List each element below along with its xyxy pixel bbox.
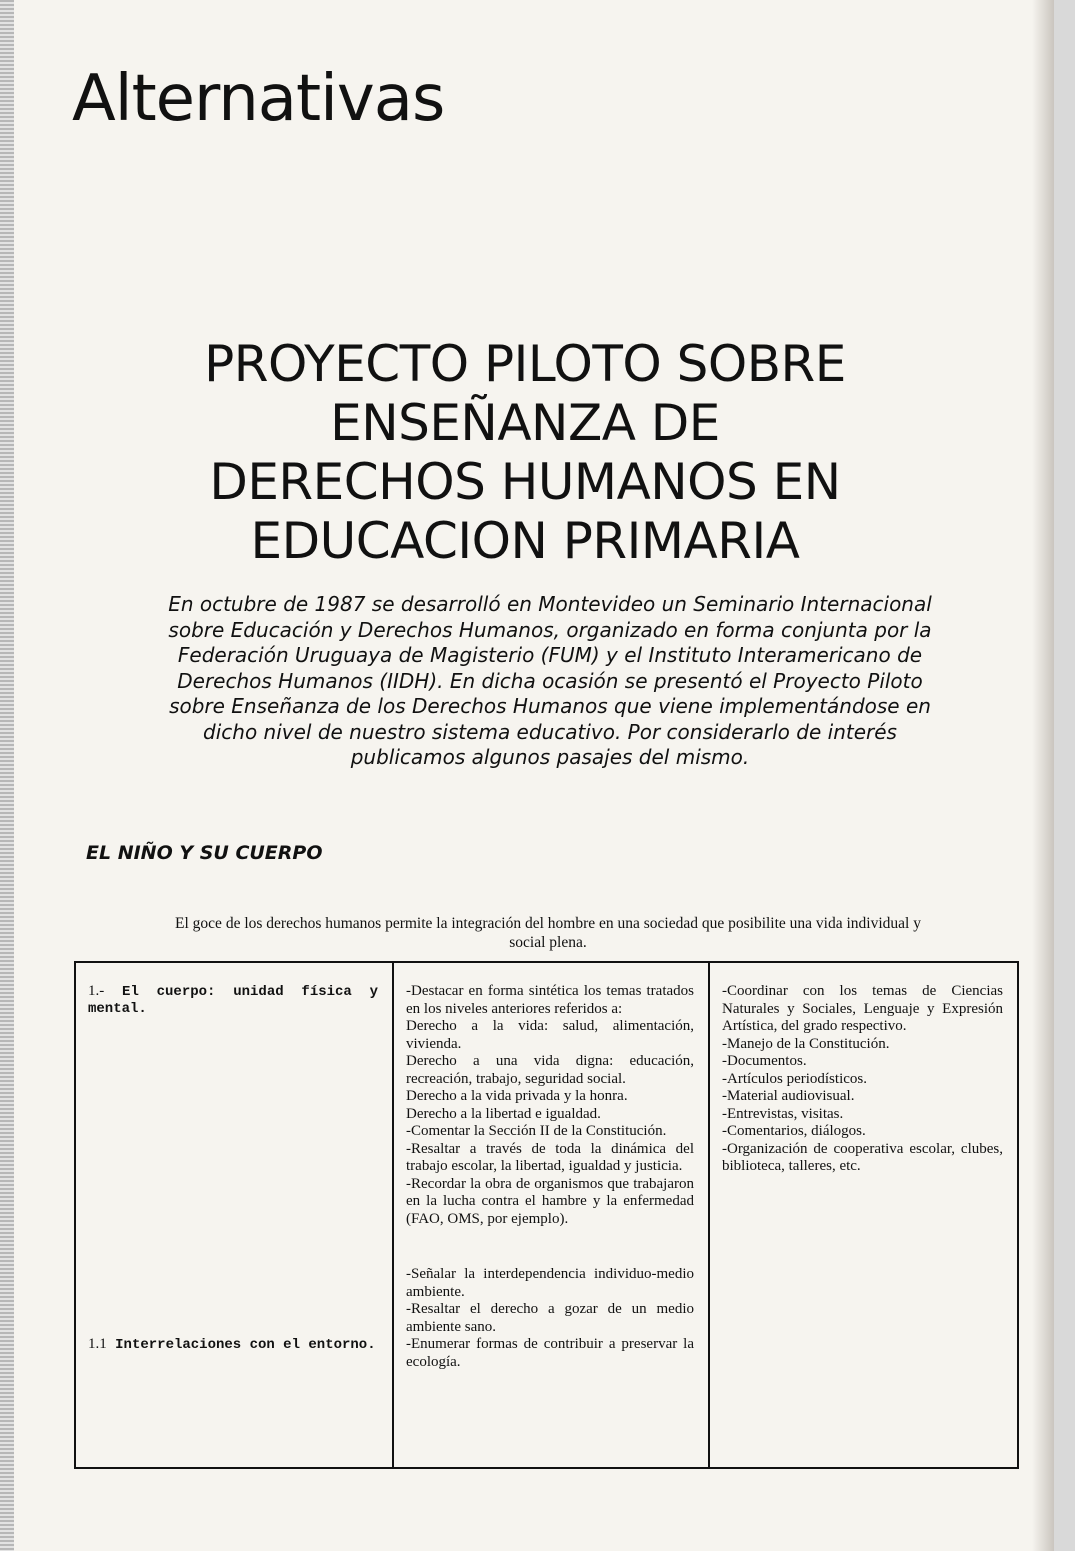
title-line: EDUCACION PRIMARIA [250, 512, 800, 570]
lead-paragraph [120, 592, 980, 771]
objective-item: -Destacar en forma sintética los temas tratados en los niveles anteriores referidos a: [406, 983, 694, 1017]
lead-line: Federación Uruguaya de Magisterio (FUM) y el Instituto Interamericano de [177, 643, 923, 667]
activity-item: -Artículos periodísticos. [722, 1070, 867, 1087]
topic-text: El cuerpo: unidad física y mental. [88, 984, 379, 1017]
topic-number: 1.1 [88, 1336, 107, 1352]
intro-line: El goce de los derechos humanos permite la integración del hombre en una sociedad que posibilite una vida individual y [175, 915, 921, 932]
spacer [88, 1018, 378, 1336]
activity-item: -Material audiovisual. [722, 1088, 855, 1104]
lead-line: En octubre de 1987 se desarrolló en Montevideo un Seminario Internacional [168, 592, 932, 616]
objective-item: -Señalar la interdependencia individuo-medio ambiente. [406, 1266, 694, 1300]
spacer [406, 1228, 694, 1266]
section-heading: Alternativas [72, 62, 445, 136]
objective-item: Derecho a la libertad e igualdad. [406, 1105, 601, 1122]
table-row [75, 962, 1018, 1468]
objective-item: -Enumerar formas de contribuir a preservar la ecología. [406, 1336, 694, 1370]
topic-item [88, 983, 378, 1018]
objective-item: -Comentar la Sección II de la Constitución. [406, 1123, 667, 1139]
activity-item: -Documentos. [722, 1053, 807, 1069]
title-line: PROYECTO PILOTO SOBRE [204, 335, 846, 393]
binding-edge [0, 0, 14, 1551]
lead-line: sobre Enseñanza de los Derechos Humanos que viene implementándose en [169, 694, 931, 718]
lead-line: sobre Educación y Derechos Humanos, organizado en forma conjunta por la [168, 617, 932, 642]
objective-item: Derecho a la vida: salud, alimentación, vivienda. [406, 1018, 694, 1052]
topic-item [88, 1336, 378, 1354]
objective-item: -Recordar la obra de organismos que trabajaron en la lucha contra el hambre y la enfermedad (FAO, OMS, por ejemplo). [406, 1175, 694, 1227]
objective-item: -Resaltar el derecho a gozar de un medio ambiente sano. [406, 1301, 694, 1335]
activity-item: -Comentarios, diálogos. [722, 1123, 866, 1139]
intro-line: social plena. [509, 934, 587, 951]
subsection-heading: EL NIÑO Y SU CUERPO [86, 842, 323, 864]
lead-line: publicamos algunos pasajes del mismo. [350, 745, 750, 769]
curriculum-table [74, 961, 1019, 1469]
activities-column [709, 962, 1018, 1468]
title-line: ENSEÑANZA DE [330, 394, 720, 452]
topics-column [75, 962, 393, 1468]
intro-statement [108, 914, 988, 952]
topic-text: Interrelaciones con el entorno. [115, 1337, 376, 1353]
objective-item: Derecho a la vida privada y la honra. [406, 1088, 628, 1104]
title-line: DERECHOS HUMANOS EN [209, 453, 841, 511]
page-shadow [1032, 0, 1054, 1551]
activity-item: -Entrevistas, visitas. [722, 1105, 844, 1122]
activity-item: -Coordinar con los temas de Ciencias Naturales y Sociales, Lenguaje y Expresión Artística, del grado respectivo. [722, 983, 1003, 1034]
article-title [150, 335, 900, 571]
objectives-column [393, 962, 709, 1468]
lead-line: dicho nivel de nuestro sistema educativo. Por considerarlo de interés [203, 719, 897, 744]
topic-number: 1.- [88, 983, 105, 999]
lead-line: Derechos Humanos (IIDH). En dicha ocasión se presentó el Proyecto Piloto [177, 668, 923, 693]
objective-item: -Resaltar a través de toda la dinámica del trabajo escolar, la libertad, igualdad y justicia. [406, 1140, 694, 1174]
activity-item: -Organización de cooperativa escolar, clubes, biblioteca, talleres, etc. [722, 1140, 1003, 1174]
activity-item: -Manejo de la Constitución. [722, 1035, 890, 1052]
objective-item: Derecho a una vida digna: educación, recreación, trabajo, seguridad social. [406, 1053, 694, 1087]
